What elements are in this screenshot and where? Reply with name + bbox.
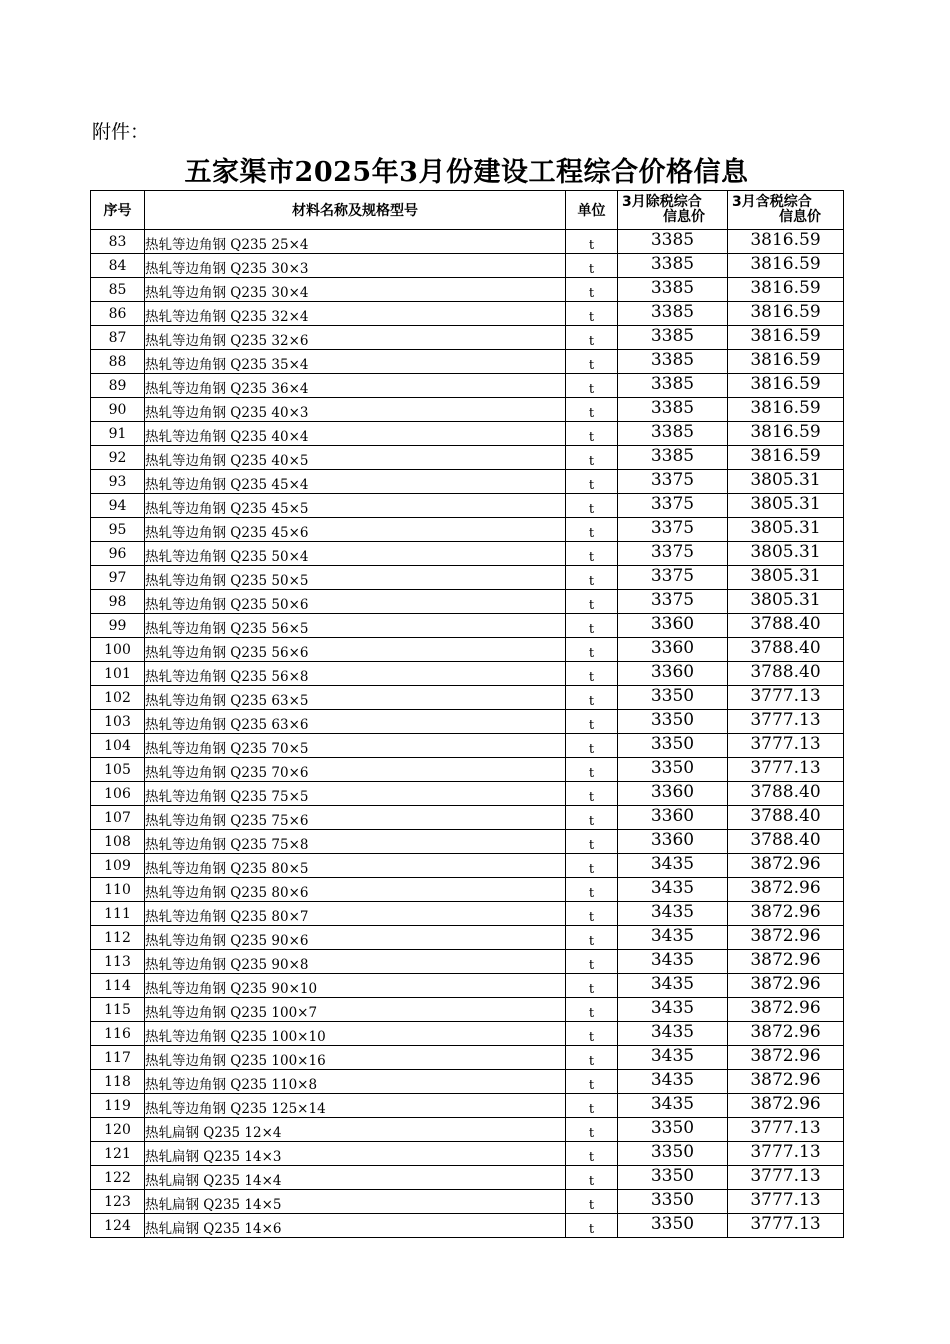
table-row [91, 1214, 844, 1238]
cell-seq: 121 [91, 1142, 145, 1166]
header-price-excl-tax [618, 191, 728, 230]
cell-unit: t [566, 902, 618, 926]
cell-unit: t [566, 782, 618, 806]
header-price-incl-line2: 信息价 [779, 209, 821, 225]
cell-price-incl-tax: 3777.13 [728, 758, 844, 782]
cell-seq: 88 [91, 350, 145, 374]
cell-price-incl-tax: 3816.59 [728, 254, 844, 278]
cell-unit: t [566, 230, 618, 254]
cell-seq: 93 [91, 470, 145, 494]
cell-price-incl-tax: 3788.40 [728, 614, 844, 638]
cell-unit: t [566, 998, 618, 1022]
cell-unit: t [566, 590, 618, 614]
table-row [91, 998, 844, 1022]
cell-material-name: 热轧等边角钢 Q235 36×4 [145, 374, 566, 398]
cell-price-excl-tax: 3360 [618, 830, 728, 854]
cell-material-name: 热轧等边角钢 Q235 63×6 [145, 710, 566, 734]
cell-seq: 113 [91, 950, 145, 974]
cell-material-name: 热轧等边角钢 Q235 56×8 [145, 662, 566, 686]
cell-price-incl-tax: 3805.31 [728, 566, 844, 590]
cell-seq: 116 [91, 1022, 145, 1046]
cell-seq: 106 [91, 782, 145, 806]
cell-price-incl-tax: 3816.59 [728, 398, 844, 422]
cell-seq: 97 [91, 566, 145, 590]
cell-unit: t [566, 446, 618, 470]
table-row [91, 614, 844, 638]
cell-price-excl-tax: 3375 [618, 590, 728, 614]
table-row [91, 518, 844, 542]
table-row [91, 782, 844, 806]
cell-price-incl-tax: 3777.13 [728, 1166, 844, 1190]
cell-price-incl-tax: 3872.96 [728, 878, 844, 902]
cell-price-excl-tax: 3385 [618, 302, 728, 326]
cell-price-excl-tax: 3385 [618, 350, 728, 374]
cell-material-name: 热轧扁钢 Q235 14×3 [145, 1142, 566, 1166]
cell-price-excl-tax: 3375 [618, 542, 728, 566]
cell-unit: t [566, 1118, 618, 1142]
table-row [91, 278, 844, 302]
header-price-excl-line1: 3月除税综合 [622, 194, 702, 210]
cell-unit: t [566, 518, 618, 542]
cell-seq: 84 [91, 254, 145, 278]
cell-price-excl-tax: 3385 [618, 278, 728, 302]
table-row [91, 662, 844, 686]
cell-material-name: 热轧等边角钢 Q235 90×8 [145, 950, 566, 974]
cell-price-incl-tax: 3816.59 [728, 422, 844, 446]
cell-unit: t [566, 734, 618, 758]
header-name: 材料名称及规格型号 [145, 191, 566, 230]
cell-unit: t [566, 758, 618, 782]
cell-seq: 119 [91, 1094, 145, 1118]
table-row [91, 950, 844, 974]
cell-unit: t [566, 1190, 618, 1214]
cell-seq: 96 [91, 542, 145, 566]
cell-seq: 92 [91, 446, 145, 470]
cell-material-name: 热轧等边角钢 Q235 45×6 [145, 518, 566, 542]
cell-price-excl-tax: 3435 [618, 854, 728, 878]
header-price-incl-tax [728, 191, 844, 230]
cell-seq: 124 [91, 1214, 145, 1238]
cell-unit: t [566, 926, 618, 950]
cell-material-name: 热轧等边角钢 Q235 80×7 [145, 902, 566, 926]
cell-material-name: 热轧等边角钢 Q235 110×8 [145, 1070, 566, 1094]
cell-unit: t [566, 830, 618, 854]
cell-material-name: 热轧等边角钢 Q235 70×5 [145, 734, 566, 758]
cell-price-incl-tax: 3788.40 [728, 806, 844, 830]
cell-material-name: 热轧等边角钢 Q235 30×4 [145, 278, 566, 302]
cell-seq: 99 [91, 614, 145, 638]
table-body [91, 230, 844, 1238]
cell-material-name: 热轧等边角钢 Q235 80×5 [145, 854, 566, 878]
table-row [91, 1094, 844, 1118]
cell-price-incl-tax: 3816.59 [728, 350, 844, 374]
cell-price-incl-tax: 3777.13 [728, 686, 844, 710]
cell-seq: 114 [91, 974, 145, 998]
cell-unit: t [566, 1094, 618, 1118]
table-row [91, 758, 844, 782]
cell-price-incl-tax: 3872.96 [728, 1094, 844, 1118]
cell-price-incl-tax: 3805.31 [728, 542, 844, 566]
cell-unit: t [566, 278, 618, 302]
cell-unit: t [566, 1142, 618, 1166]
cell-unit: t [566, 1022, 618, 1046]
table-row [91, 830, 844, 854]
cell-unit: t [566, 1166, 618, 1190]
cell-unit: t [566, 854, 618, 878]
table-row [91, 1070, 844, 1094]
cell-seq: 94 [91, 494, 145, 518]
attachment-label: 附件： [92, 121, 150, 143]
cell-seq: 86 [91, 302, 145, 326]
cell-material-name: 热轧等边角钢 Q235 50×5 [145, 566, 566, 590]
cell-unit: t [566, 398, 618, 422]
cell-material-name: 热轧扁钢 Q235 14×5 [145, 1190, 566, 1214]
cell-price-incl-tax: 3788.40 [728, 638, 844, 662]
cell-price-incl-tax: 3777.13 [728, 734, 844, 758]
cell-material-name: 热轧等边角钢 Q235 100×7 [145, 998, 566, 1022]
cell-material-name: 热轧等边角钢 Q235 50×4 [145, 542, 566, 566]
cell-unit: t [566, 806, 618, 830]
cell-price-excl-tax: 3360 [618, 662, 728, 686]
cell-price-excl-tax: 3375 [618, 518, 728, 542]
cell-material-name: 热轧等边角钢 Q235 75×5 [145, 782, 566, 806]
cell-seq: 102 [91, 686, 145, 710]
cell-material-name: 热轧等边角钢 Q235 56×6 [145, 638, 566, 662]
cell-price-excl-tax: 3350 [618, 1214, 728, 1238]
cell-price-incl-tax: 3872.96 [728, 902, 844, 926]
cell-price-incl-tax: 3816.59 [728, 326, 844, 350]
table-row [91, 254, 844, 278]
cell-material-name: 热轧等边角钢 Q235 35×4 [145, 350, 566, 374]
cell-unit: t [566, 974, 618, 998]
cell-seq: 123 [91, 1190, 145, 1214]
cell-unit: t [566, 542, 618, 566]
cell-price-excl-tax: 3360 [618, 806, 728, 830]
cell-price-incl-tax: 3788.40 [728, 662, 844, 686]
table-row [91, 1046, 844, 1070]
cell-material-name: 热轧等边角钢 Q235 90×6 [145, 926, 566, 950]
cell-unit: t [566, 374, 618, 398]
table-row [91, 734, 844, 758]
cell-price-excl-tax: 3435 [618, 902, 728, 926]
cell-price-excl-tax: 3435 [618, 926, 728, 950]
cell-price-incl-tax: 3872.96 [728, 1046, 844, 1070]
cell-material-name: 热轧等边角钢 Q235 25×4 [145, 230, 566, 254]
table-row [91, 1022, 844, 1046]
cell-unit: t [566, 470, 618, 494]
cell-unit: t [566, 614, 618, 638]
page-title: 五家渠市2025年3月份建设工程综合价格信息 [184, 157, 749, 188]
cell-material-name: 热轧等边角钢 Q235 50×6 [145, 590, 566, 614]
cell-material-name: 热轧等边角钢 Q235 75×8 [145, 830, 566, 854]
cell-unit: t [566, 638, 618, 662]
cell-seq: 110 [91, 878, 145, 902]
cell-material-name: 热轧等边角钢 Q235 45×4 [145, 470, 566, 494]
cell-material-name: 热轧等边角钢 Q235 40×3 [145, 398, 566, 422]
cell-price-incl-tax: 3805.31 [728, 518, 844, 542]
cell-unit: t [566, 494, 618, 518]
cell-price-excl-tax: 3435 [618, 1094, 728, 1118]
cell-price-incl-tax: 3872.96 [728, 854, 844, 878]
cell-unit: t [566, 662, 618, 686]
table-row [91, 974, 844, 998]
cell-price-excl-tax: 3360 [618, 614, 728, 638]
cell-seq: 118 [91, 1070, 145, 1094]
table-row [91, 1190, 844, 1214]
cell-price-incl-tax: 3805.31 [728, 590, 844, 614]
cell-material-name: 热轧等边角钢 Q235 30×3 [145, 254, 566, 278]
cell-seq: 89 [91, 374, 145, 398]
cell-price-incl-tax: 3816.59 [728, 446, 844, 470]
table-row [91, 878, 844, 902]
cell-price-excl-tax: 3350 [618, 1166, 728, 1190]
cell-price-excl-tax: 3350 [618, 686, 728, 710]
cell-unit: t [566, 1070, 618, 1094]
cell-price-excl-tax: 3435 [618, 1022, 728, 1046]
cell-unit: t [566, 350, 618, 374]
cell-material-name: 热轧扁钢 Q235 12×4 [145, 1118, 566, 1142]
cell-price-incl-tax: 3777.13 [728, 1142, 844, 1166]
cell-material-name: 热轧等边角钢 Q235 90×10 [145, 974, 566, 998]
cell-price-incl-tax: 3816.59 [728, 230, 844, 254]
cell-price-excl-tax: 3350 [618, 758, 728, 782]
cell-price-incl-tax: 3777.13 [728, 1190, 844, 1214]
table-row [91, 470, 844, 494]
cell-seq: 87 [91, 326, 145, 350]
cell-price-excl-tax: 3385 [618, 422, 728, 446]
table-row [91, 1142, 844, 1166]
cell-price-excl-tax: 3375 [618, 494, 728, 518]
cell-material-name: 热轧等边角钢 Q235 125×14 [145, 1094, 566, 1118]
table-row [91, 638, 844, 662]
cell-seq: 111 [91, 902, 145, 926]
cell-price-incl-tax: 3805.31 [728, 494, 844, 518]
cell-seq: 105 [91, 758, 145, 782]
cell-price-incl-tax: 3872.96 [728, 974, 844, 998]
cell-price-excl-tax: 3385 [618, 254, 728, 278]
cell-price-excl-tax: 3350 [618, 1142, 728, 1166]
cell-material-name: 热轧等边角钢 Q235 32×4 [145, 302, 566, 326]
table-row [91, 590, 844, 614]
cell-material-name: 热轧等边角钢 Q235 100×10 [145, 1022, 566, 1046]
cell-price-excl-tax: 3350 [618, 734, 728, 758]
cell-seq: 95 [91, 518, 145, 542]
cell-material-name: 热轧扁钢 Q235 14×6 [145, 1214, 566, 1238]
cell-unit: t [566, 1046, 618, 1070]
cell-price-incl-tax: 3777.13 [728, 1214, 844, 1238]
table-row [91, 686, 844, 710]
cell-seq: 117 [91, 1046, 145, 1070]
cell-seq: 100 [91, 638, 145, 662]
price-table [90, 190, 844, 1238]
table-row [91, 422, 844, 446]
cell-price-excl-tax: 3385 [618, 398, 728, 422]
header-row [91, 191, 844, 230]
cell-material-name: 热轧等边角钢 Q235 80×6 [145, 878, 566, 902]
cell-seq: 98 [91, 590, 145, 614]
table-row [91, 566, 844, 590]
cell-price-excl-tax: 3375 [618, 470, 728, 494]
cell-seq: 107 [91, 806, 145, 830]
table-row [91, 446, 844, 470]
cell-price-excl-tax: 3385 [618, 446, 728, 470]
table-row [91, 374, 844, 398]
cell-material-name: 热轧等边角钢 Q235 63×5 [145, 686, 566, 710]
cell-price-excl-tax: 3360 [618, 782, 728, 806]
table-row [91, 542, 844, 566]
cell-seq: 109 [91, 854, 145, 878]
cell-price-incl-tax: 3805.31 [728, 470, 844, 494]
cell-material-name: 热轧等边角钢 Q235 100×16 [145, 1046, 566, 1070]
cell-price-excl-tax: 3435 [618, 998, 728, 1022]
cell-unit: t [566, 878, 618, 902]
cell-seq: 90 [91, 398, 145, 422]
cell-seq: 83 [91, 230, 145, 254]
cell-price-excl-tax: 3435 [618, 878, 728, 902]
table-row [91, 230, 844, 254]
cell-price-incl-tax: 3872.96 [728, 950, 844, 974]
cell-seq: 85 [91, 278, 145, 302]
cell-seq: 122 [91, 1166, 145, 1190]
cell-material-name: 热轧等边角钢 Q235 75×6 [145, 806, 566, 830]
cell-price-excl-tax: 3360 [618, 638, 728, 662]
cell-material-name: 热轧等边角钢 Q235 70×6 [145, 758, 566, 782]
cell-price-incl-tax: 3816.59 [728, 374, 844, 398]
table-header [91, 191, 844, 230]
cell-seq: 101 [91, 662, 145, 686]
cell-unit: t [566, 302, 618, 326]
cell-price-excl-tax: 3385 [618, 230, 728, 254]
cell-material-name: 热轧等边角钢 Q235 40×4 [145, 422, 566, 446]
header-price-excl-line2: 信息价 [663, 209, 705, 225]
cell-price-incl-tax: 3788.40 [728, 830, 844, 854]
cell-price-excl-tax: 3385 [618, 374, 728, 398]
cell-price-incl-tax: 3872.96 [728, 926, 844, 950]
cell-price-incl-tax: 3777.13 [728, 1118, 844, 1142]
cell-material-name: 热轧等边角钢 Q235 56×5 [145, 614, 566, 638]
table-row [91, 710, 844, 734]
cell-unit: t [566, 1214, 618, 1238]
cell-price-excl-tax: 3435 [618, 1046, 728, 1070]
cell-unit: t [566, 326, 618, 350]
cell-price-incl-tax: 3788.40 [728, 782, 844, 806]
cell-seq: 104 [91, 734, 145, 758]
cell-material-name: 热轧扁钢 Q235 14×4 [145, 1166, 566, 1190]
table-row [91, 1166, 844, 1190]
cell-price-incl-tax: 3872.96 [728, 998, 844, 1022]
cell-price-incl-tax: 3816.59 [728, 278, 844, 302]
cell-price-excl-tax: 3435 [618, 950, 728, 974]
table-row [91, 398, 844, 422]
cell-seq: 91 [91, 422, 145, 446]
cell-price-excl-tax: 3385 [618, 326, 728, 350]
table-row [91, 494, 844, 518]
cell-price-excl-tax: 3350 [618, 1190, 728, 1214]
cell-unit: t [566, 566, 618, 590]
cell-price-incl-tax: 3777.13 [728, 710, 844, 734]
cell-unit: t [566, 686, 618, 710]
cell-unit: t [566, 710, 618, 734]
cell-price-excl-tax: 3350 [618, 710, 728, 734]
cell-price-excl-tax: 3375 [618, 566, 728, 590]
table-row [91, 806, 844, 830]
header-price-incl-line1: 3月含税综合 [732, 194, 812, 210]
cell-price-incl-tax: 3816.59 [728, 302, 844, 326]
cell-unit: t [566, 422, 618, 446]
cell-price-excl-tax: 3350 [618, 1118, 728, 1142]
table-row [91, 926, 844, 950]
cell-seq: 120 [91, 1118, 145, 1142]
cell-price-excl-tax: 3435 [618, 974, 728, 998]
cell-price-incl-tax: 3872.96 [728, 1022, 844, 1046]
cell-seq: 103 [91, 710, 145, 734]
header-seq: 序号 [91, 191, 145, 230]
cell-price-excl-tax: 3435 [618, 1070, 728, 1094]
cell-unit: t [566, 950, 618, 974]
table-row [91, 326, 844, 350]
cell-seq: 112 [91, 926, 145, 950]
cell-price-incl-tax: 3872.96 [728, 1070, 844, 1094]
header-unit: 单位 [566, 191, 618, 230]
cell-material-name: 热轧等边角钢 Q235 45×5 [145, 494, 566, 518]
cell-unit: t [566, 254, 618, 278]
cell-material-name: 热轧等边角钢 Q235 32×6 [145, 326, 566, 350]
table-row [91, 302, 844, 326]
table-row [91, 902, 844, 926]
cell-seq: 108 [91, 830, 145, 854]
cell-material-name: 热轧等边角钢 Q235 40×5 [145, 446, 566, 470]
table-row [91, 854, 844, 878]
table-row [91, 1118, 844, 1142]
table-row [91, 350, 844, 374]
cell-seq: 115 [91, 998, 145, 1022]
